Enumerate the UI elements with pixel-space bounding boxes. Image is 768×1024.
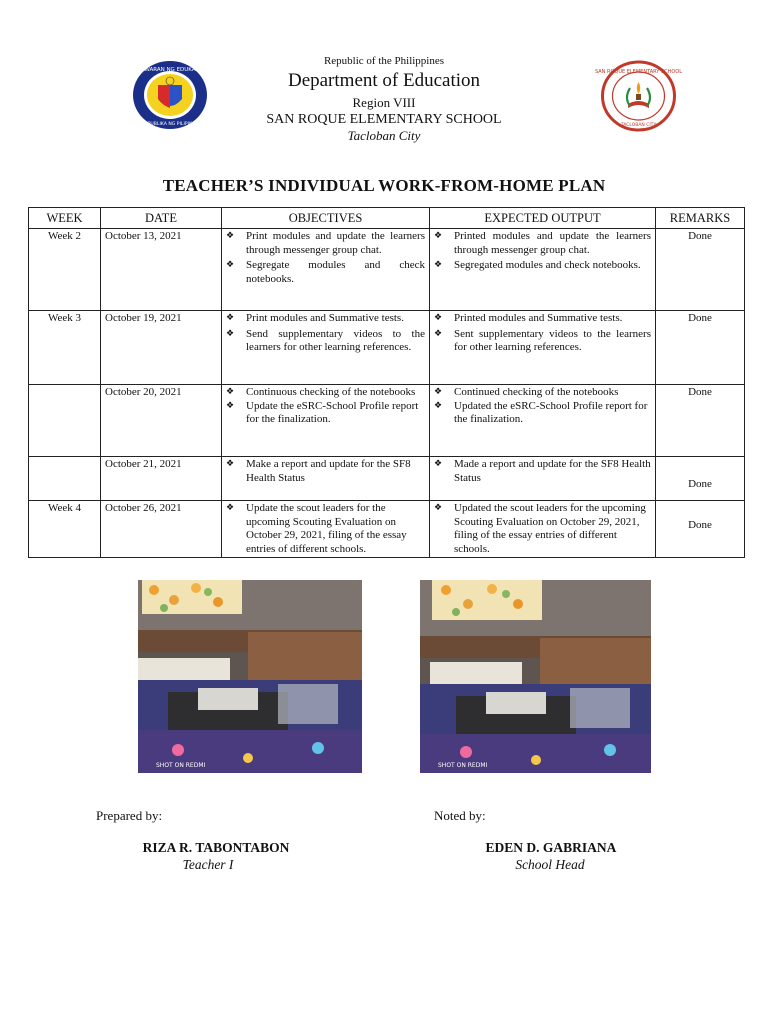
objective-text: Update the scout leaders for the upcoming Scouting Evaluation on October 29, 2021, filing of the essay entries of different schools. [246, 502, 407, 555]
objective-text: Segregate modules and check notebooks. [246, 259, 425, 285]
objective-text: Print modules and update the learners through messenger group chat. [246, 230, 425, 256]
region-line: Region VIII [352, 95, 416, 110]
date-cell: October 21, 2021 [101, 457, 222, 501]
objective-item [226, 386, 425, 400]
remarks-cell: Done [656, 457, 745, 501]
table-row [29, 385, 745, 457]
republic-line: Republic of the Philippines [323, 55, 445, 67]
output-text: Segregated modules and check notebooks. [454, 259, 641, 271]
output-text: Continued checking of the notebooks [454, 386, 619, 398]
output-item [434, 400, 651, 427]
prepared-by-label: Prepared by: [96, 808, 163, 823]
bullet-diamond-icon: ❖ [226, 231, 235, 241]
week-cell [29, 457, 101, 501]
objective-text: Update the eSRC-School Profile report for the finalization. [246, 399, 419, 425]
column-header-date: DATE [101, 208, 222, 229]
output-item [434, 502, 651, 556]
photo-watermark: SHOT ON REDMI [156, 762, 206, 769]
output-cell [430, 457, 656, 501]
objective-item [226, 328, 425, 355]
bullet-diamond-icon: ❖ [226, 387, 235, 397]
week-cell [29, 385, 101, 457]
bullet-diamond-icon: ❖ [434, 400, 443, 411]
output-item [434, 328, 651, 355]
objectives-cell [222, 501, 430, 558]
week-cell: Week 3 [29, 311, 101, 385]
svg-text:KAGAWARAN NG EDUKASYON: KAGAWARAN NG EDUKASYON [129, 67, 211, 73]
bullet-diamond-icon: ❖ [434, 231, 443, 241]
bullet-diamond-icon: ❖ [434, 313, 443, 323]
bullet-diamond-icon: ❖ [226, 328, 235, 339]
date-cell: October 19, 2021 [101, 311, 222, 385]
bullet-diamond-icon: ❖ [434, 260, 443, 270]
work-station-photo-image [420, 580, 651, 773]
output-item [434, 312, 651, 326]
output-cell [430, 501, 656, 558]
bullet-diamond-icon: ❖ [434, 387, 443, 397]
week-cell: Week 4 [29, 501, 101, 558]
date-cell: October 26, 2021 [101, 501, 222, 558]
output-item [434, 230, 651, 257]
table-row [29, 311, 745, 385]
noted-by-label: Noted by: [434, 808, 486, 823]
table-row [29, 229, 745, 311]
bullet-diamond-icon: ❖ [434, 328, 443, 339]
date-cell: October 20, 2021 [101, 385, 222, 457]
objectives-cell [222, 311, 430, 385]
remarks-cell: Done [656, 385, 745, 457]
svg-text:SAN ROQUE ELEMENTARY SCHOOL: SAN ROQUE ELEMENTARY SCHOOL [594, 69, 683, 75]
output-cell [430, 229, 656, 311]
table-row [29, 457, 745, 501]
photo-watermark: SHOT ON REDMI [438, 762, 488, 769]
svg-text:REPUBLIKA NG PILIPINAS: REPUBLIKA NG PILIPINAS [141, 122, 199, 127]
bullet-diamond-icon: ❖ [226, 503, 235, 513]
column-header-remarks: REMARKS [656, 208, 745, 229]
objective-text: Continuous checking of the notebooks [246, 386, 416, 398]
objective-text: Send supplementary videos to the learners for other learning references. [246, 327, 425, 353]
work-station-photo-image [138, 580, 362, 773]
objective-item [226, 502, 425, 556]
bullet-diamond-icon: ❖ [226, 260, 235, 270]
noter-role: School Head [515, 857, 585, 872]
week-cell: Week 2 [29, 229, 101, 311]
objective-text: Make a report and update for the SF8 Health Status [246, 458, 411, 484]
objectives-cell [222, 457, 430, 501]
svg-text:TACLOBAN CITY: TACLOBAN CITY [620, 123, 657, 128]
remarks-cell: Done [656, 229, 745, 311]
output-text: Updated the eSRC-School Profile report for the finalization. [454, 399, 648, 425]
output-text: Printed modules and update the learners through messenger group chat. [454, 230, 651, 256]
remarks-cell: Done [656, 501, 745, 558]
bullet-diamond-icon: ❖ [434, 503, 443, 513]
document-header [0, 54, 768, 144]
objective-item [226, 259, 425, 286]
date-cell: October 13, 2021 [101, 229, 222, 311]
output-text: Sent supplementary videos to the learners for other learning references. [454, 327, 651, 353]
preparer-role: Teacher I [182, 857, 234, 872]
column-header-expected-output: EXPECTED OUTPUT [430, 208, 656, 229]
department-name: Department of Education [287, 70, 481, 91]
output-text: Made a report and update for the SF8 Health Status [454, 458, 651, 484]
objectives-cell [222, 385, 430, 457]
preparer-name: RIZA R. TABONTABON [142, 840, 290, 855]
output-text: Printed modules and Summative tests. [454, 312, 623, 324]
objective-item [226, 230, 425, 257]
table-row [29, 501, 745, 558]
objective-item [226, 312, 425, 326]
table-header-row [29, 208, 745, 229]
objective-text: Print modules and Summative tests. [246, 312, 404, 324]
column-header-objectives: OBJECTIVES [222, 208, 430, 229]
output-text: Updated the scout leaders for the upcoming Scouting Evaluation on October 29, 2021, filing of the essay entries of different schools. [454, 502, 646, 555]
document-title: TEACHER’S INDIVIDUAL WORK-FROM-HOME PLAN [162, 176, 606, 195]
output-item [434, 458, 651, 485]
remarks-cell: Done [656, 311, 745, 385]
column-header-week: WEEK [29, 208, 101, 229]
bullet-diamond-icon: ❖ [226, 459, 235, 469]
work-station-photo [138, 580, 362, 773]
bullet-diamond-icon: ❖ [434, 459, 443, 469]
work-station-photo [420, 580, 644, 773]
school-name: SAN ROQUE ELEMENTARY SCHOOL [266, 112, 502, 127]
objective-item [226, 458, 425, 485]
city-line: Tacloban City [347, 128, 421, 143]
work-plan-table [28, 207, 745, 558]
output-cell [430, 311, 656, 385]
output-item [434, 259, 651, 273]
output-cell [430, 385, 656, 457]
output-item [434, 386, 651, 400]
objective-item [226, 400, 425, 427]
bullet-diamond-icon: ❖ [226, 400, 235, 411]
noter-name: EDEN D. GABRIANA [485, 840, 617, 855]
bullet-diamond-icon: ❖ [226, 313, 235, 323]
objectives-cell [222, 229, 430, 311]
